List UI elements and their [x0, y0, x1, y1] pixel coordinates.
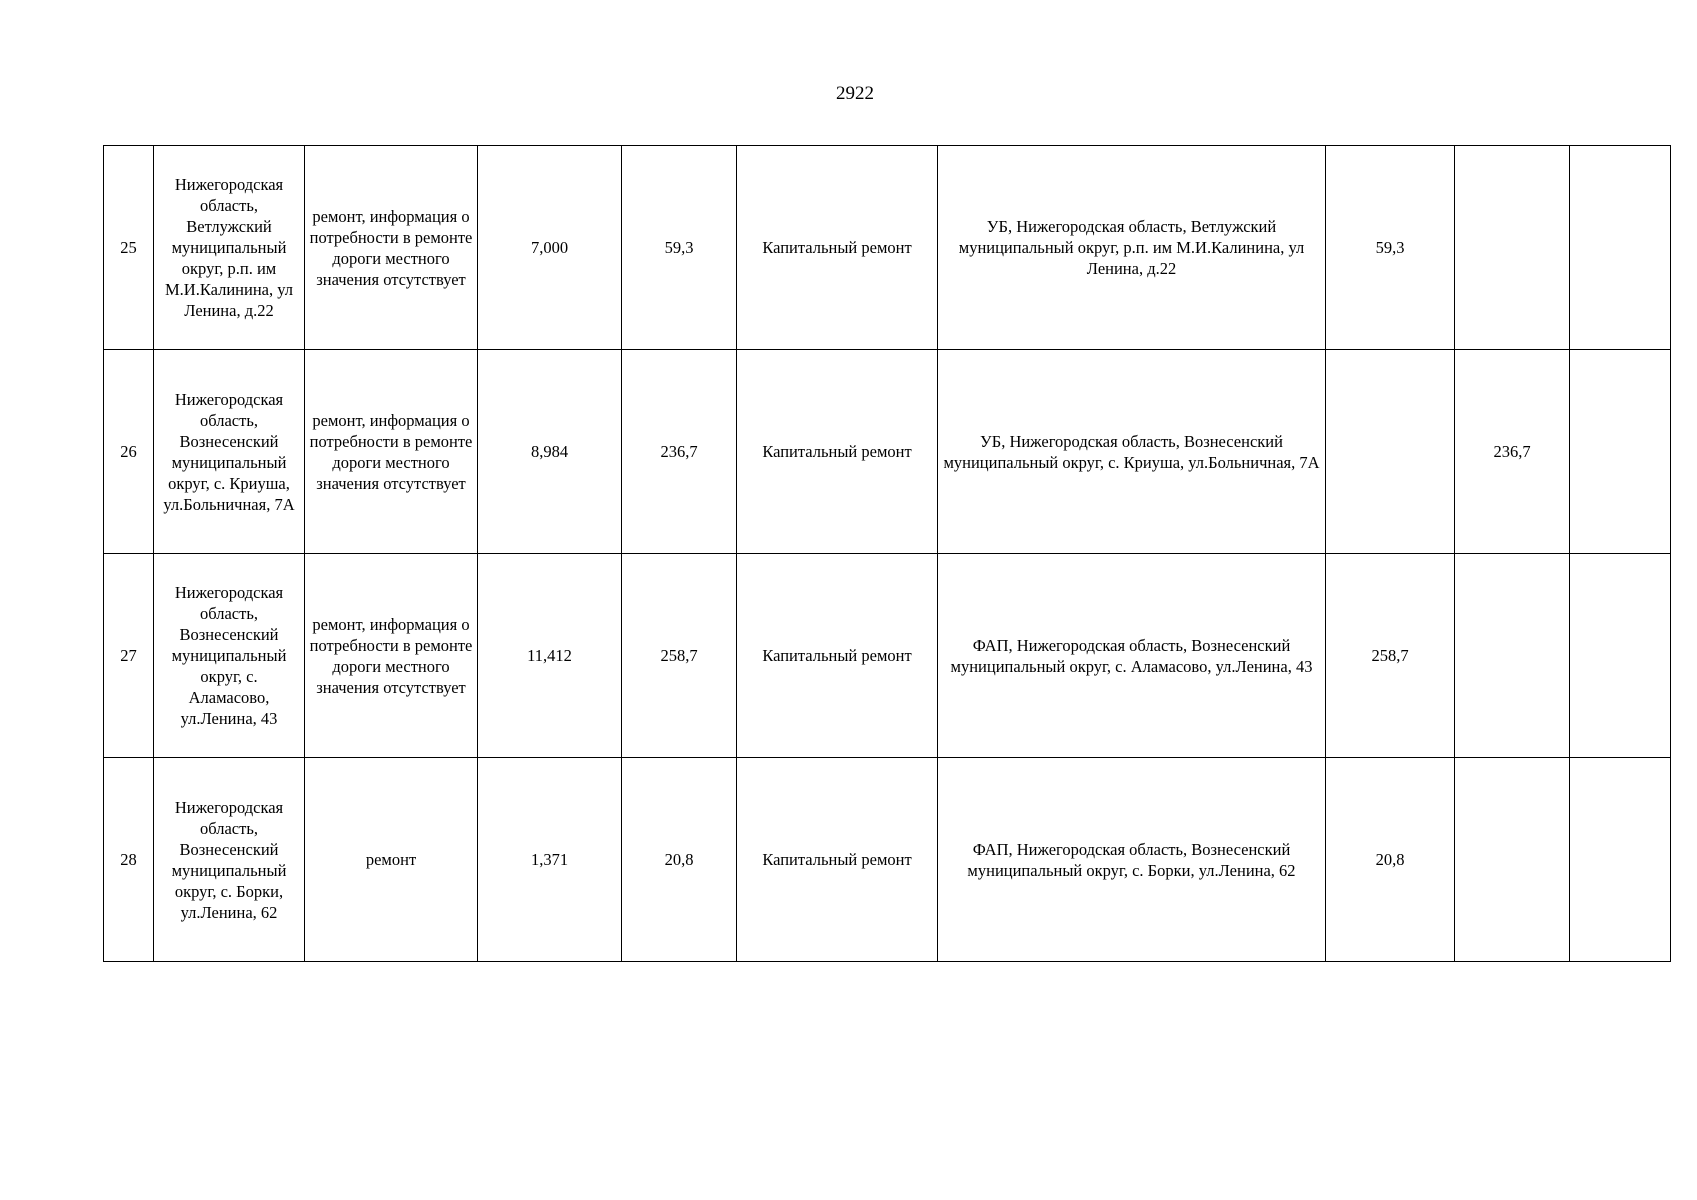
amount-column-9-cell — [1455, 554, 1570, 758]
amount-cell: 59,3 — [622, 146, 737, 350]
amount-column-8-cell: 20,8 — [1326, 758, 1455, 962]
amount-column-8-cell: 258,7 — [1326, 554, 1455, 758]
object-cell: УБ, Нижегородская область, Ветлужский муниципальный округ, р.п. им М.И.Калинина, ул Ленина, д.22 — [938, 146, 1326, 350]
amount-column-10-cell — [1570, 350, 1671, 554]
location-cell: Нижегородская область, Ветлужский муниципальный округ, р.п. им М.И.Калинина, ул Ленина, д.22 — [154, 146, 305, 350]
amount-column-8-cell: 59,3 — [1326, 146, 1455, 350]
work-description-cell: ремонт — [305, 758, 478, 962]
row-number-cell: 26 — [104, 350, 154, 554]
value-cell: 8,984 — [478, 350, 622, 554]
amount-column-10-cell — [1570, 146, 1671, 350]
work-description-cell: ремонт, информация о потребности в ремонте дороги местного значения отсутствует — [305, 146, 478, 350]
object-cell: ФАП, Нижегородская область, Вознесенский муниципальный округ, с. Аламасово, ул.Ленина, 43 — [938, 554, 1326, 758]
location-cell: Нижегородская область, Вознесенский муниципальный округ, с. Борки, ул.Ленина, 62 — [154, 758, 305, 962]
object-cell: ФАП, Нижегородская область, Вознесенский муниципальный округ, с. Борки, ул.Ленина, 62 — [938, 758, 1326, 962]
table-row — [104, 146, 1671, 350]
amount-column-10-cell — [1570, 758, 1671, 962]
amount-column-10-cell — [1570, 554, 1671, 758]
amount-cell: 20,8 — [622, 758, 737, 962]
repair-type-cell: Капитальный ремонт — [737, 758, 938, 962]
object-cell: УБ, Нижегородская область, Вознесенский муниципальный округ, с. Криуша, ул.Больничная, 7А — [938, 350, 1326, 554]
row-number-cell: 27 — [104, 554, 154, 758]
table-row — [104, 554, 1671, 758]
amount-column-9-cell — [1455, 146, 1570, 350]
work-description-cell: ремонт, информация о потребности в ремонте дороги местного значения отсутствует — [305, 554, 478, 758]
value-cell: 7,000 — [478, 146, 622, 350]
location-cell: Нижегородская область, Вознесенский муниципальный округ, с. Аламасово, ул.Ленина, 43 — [154, 554, 305, 758]
amount-cell: 236,7 — [622, 350, 737, 554]
page-number: 2922 — [836, 83, 874, 104]
row-number-cell: 28 — [104, 758, 154, 962]
value-cell: 11,412 — [478, 554, 622, 758]
work-description-cell: ремонт, информация о потребности в ремонте дороги местного значения отсутствует — [305, 350, 478, 554]
repair-type-cell: Капитальный ремонт — [737, 350, 938, 554]
value-cell: 1,371 — [478, 758, 622, 962]
amount-column-8-cell — [1326, 350, 1455, 554]
table-row — [104, 350, 1671, 554]
amount-column-9-cell: 236,7 — [1455, 350, 1570, 554]
location-cell: Нижегородская область, Вознесенский муниципальный округ, с. Криуша, ул.Больничная, 7А — [154, 350, 305, 554]
amount-column-9-cell — [1455, 758, 1570, 962]
amount-cell: 258,7 — [622, 554, 737, 758]
data-table — [103, 145, 1671, 962]
repair-type-cell: Капитальный ремонт — [737, 146, 938, 350]
table-row — [104, 758, 1671, 962]
repair-type-cell: Капитальный ремонт — [737, 554, 938, 758]
row-number-cell: 25 — [104, 146, 154, 350]
